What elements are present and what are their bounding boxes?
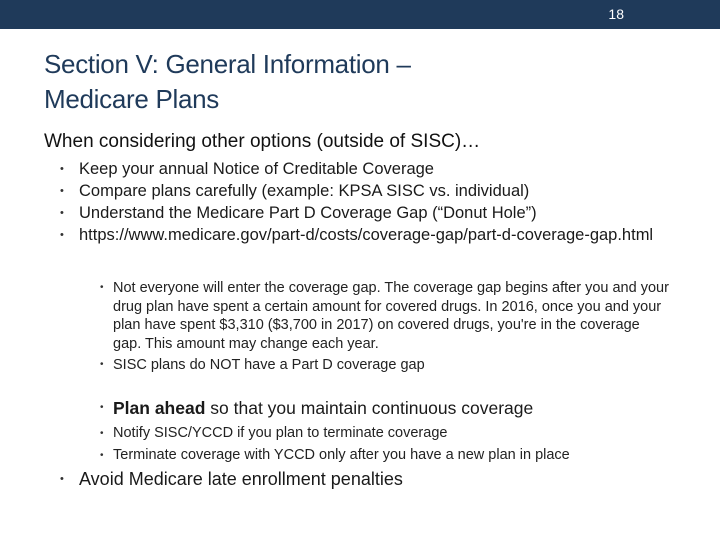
subheading: When considering other options (outside of SISC)… (44, 131, 481, 152)
slide-title (44, 47, 664, 117)
medicare-link[interactable]: • https://www.medicare.gov/part-d/costs/coverage-gap/part-d-coverage-gap.html (60, 224, 680, 246)
header-bar (0, 0, 720, 29)
sub-bullet-item: • Not everyone will enter the coverage gap. The coverage gap begins after you and your drug plan have spent a certain amount for covered drugs. In 2016, once you and your plan have spent $3,310 ($3,700 in 2017) on covered drugs, you're in the coverage gap. This amount may change each year. (100, 279, 670, 353)
bullet-item: • Compare plans carefully (example: KPSA SISC vs. individual) (60, 180, 680, 202)
sub-bullet-item: • SISC plans do NOT have a Part D coverage gap (100, 356, 670, 375)
page-number: 18 (608, 6, 624, 22)
action-bullet-item: • Terminate coverage with YCCD only after you have a new plan in place (100, 445, 700, 467)
final-bullet-item: • Avoid Medicare late enrollment penalties (60, 467, 680, 491)
slide-title-line-1: Section V: General Information – (44, 49, 411, 79)
final-bullet-list (60, 467, 680, 491)
slide-title-line-2: Medicare Plans (44, 84, 219, 114)
bullet-item: • Understand the Medicare Part D Coverage Gap (“Donut Hole”) (60, 202, 680, 224)
plan-ahead-bold: Plan ahead (113, 398, 206, 418)
main-bullet-list (60, 158, 680, 246)
action-bullet-list (100, 423, 700, 466)
sub-bullet-list (100, 279, 670, 378)
plan-ahead-list (100, 397, 700, 419)
plan-ahead-rest: so that you maintain continuous coverage (205, 398, 534, 418)
bullet-item: • Keep your annual Notice of Creditable Coverage (60, 158, 680, 180)
action-bullet-item: • Notify SISC/YCCD if you plan to terminate coverage (100, 423, 700, 445)
plan-ahead-bullet (100, 397, 700, 419)
